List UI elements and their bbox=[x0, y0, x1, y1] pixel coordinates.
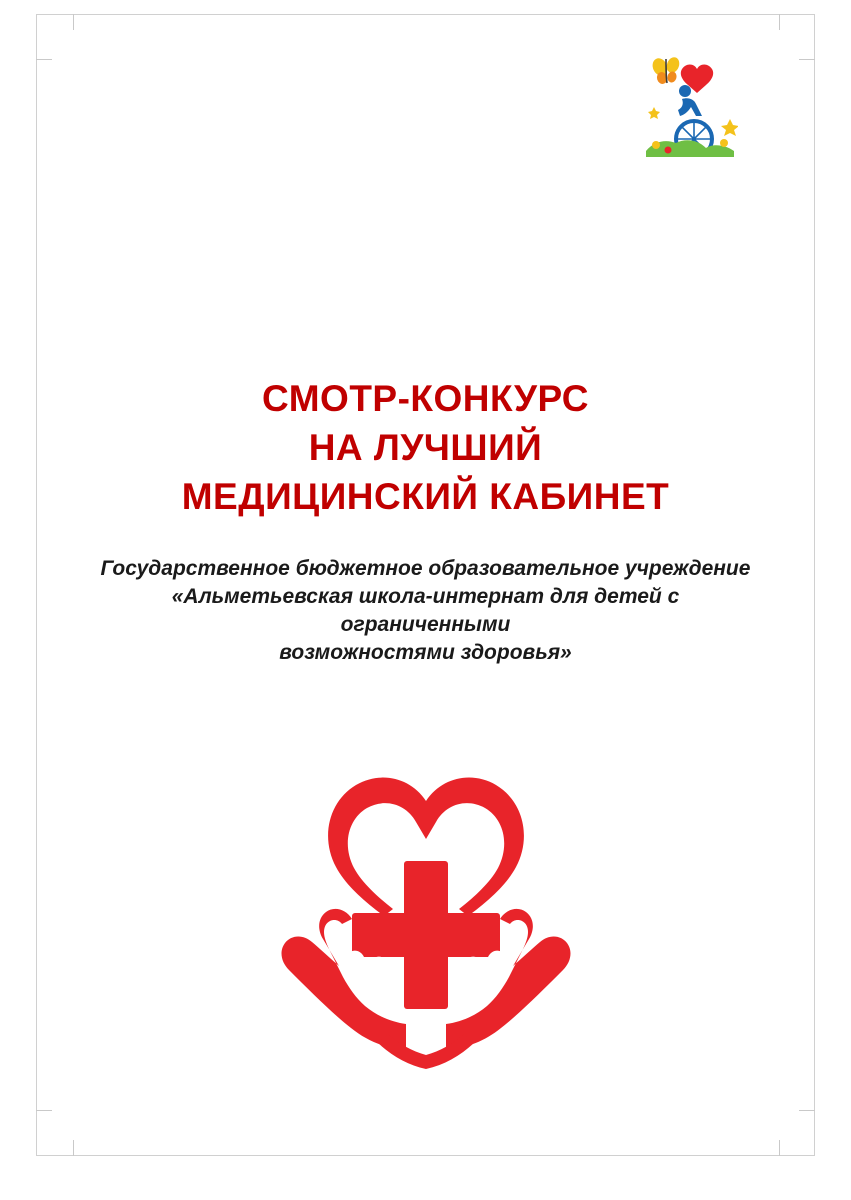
crop-mark-bottom-right bbox=[779, 1140, 780, 1156]
heart-hands-medical-cross-icon bbox=[256, 743, 596, 1083]
title-line-1: СМОТР-КОНКУРС bbox=[261, 378, 590, 419]
school-emblem-icon bbox=[642, 47, 738, 157]
title-line-3: МЕДИЦИНСКИЙ КАБИНЕТ bbox=[181, 475, 670, 517]
crop-mark-left-bottom bbox=[36, 1110, 52, 1111]
crop-mark-top-right bbox=[779, 14, 780, 30]
crop-mark-right-top bbox=[799, 59, 815, 60]
document-page bbox=[36, 14, 815, 1156]
crop-mark-right-bottom bbox=[799, 1110, 815, 1111]
institution-line-3: ограниченными bbox=[340, 613, 511, 637]
institution-name bbox=[66, 555, 786, 668]
institution-line-2: «Альметьевская школа-интернат для детей с bbox=[171, 585, 680, 609]
crop-mark-bottom-left bbox=[73, 1140, 74, 1156]
institution-line-4: возможностями здоровья» bbox=[279, 641, 572, 665]
document-title bbox=[37, 375, 814, 521]
title-line-2: НА ЛУЧШИЙ bbox=[308, 426, 543, 468]
crop-mark-top-left bbox=[73, 14, 74, 30]
crop-mark-left-top bbox=[36, 59, 52, 60]
institution-line-1: Государственное бюджетное образовательное учреждение bbox=[100, 557, 751, 580]
